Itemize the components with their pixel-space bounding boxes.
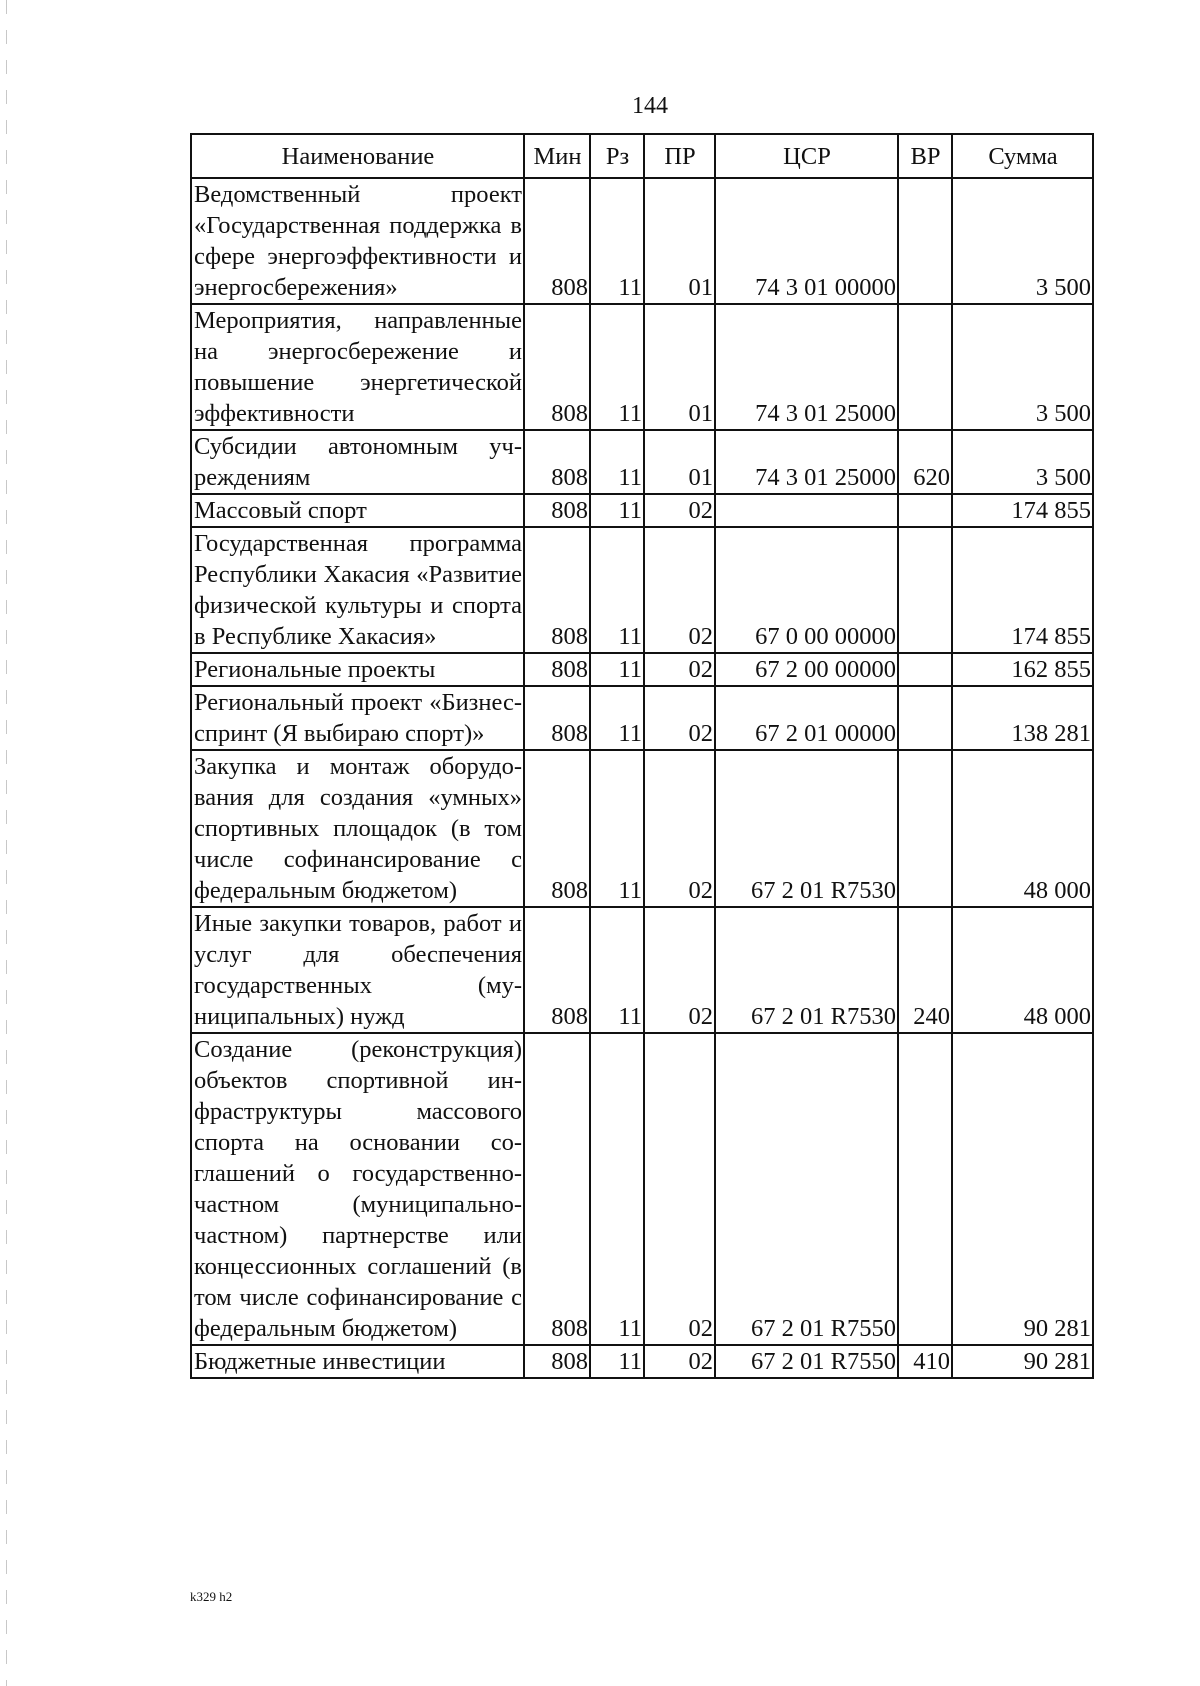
table-row [191,750,1093,907]
row-min: 808 [524,430,590,494]
row-name: Ведомственный проект «Государственная поддержка в сфере энергоэффективности и энергосбережения» [191,178,524,304]
table-header-row [191,134,1093,178]
row-csr: 74 3 01 25000 [715,304,898,430]
row-pr: 02 [644,527,715,653]
row-pr: 01 [644,430,715,494]
row-csr: 67 0 00 00000 [715,527,898,653]
row-rz: 11 [590,1033,644,1345]
row-rz: 11 [590,178,644,304]
row-name: Региональные проекты [191,653,524,686]
row-name: Региональный проект «Бизнес-спринт (Я выбираю спорт)» [191,686,524,750]
row-rz: 11 [590,494,644,527]
row-vr [898,178,952,304]
row-pr: 01 [644,178,715,304]
row-min: 808 [524,494,590,527]
row-sum: 90 281 [952,1345,1093,1378]
table-row [191,494,1093,527]
row-name: Иные закупки товаров, работ и услуг для обеспечения государственных (муниципальных) нужд [191,907,524,1033]
row-vr: 620 [898,430,952,494]
row-min: 808 [524,653,590,686]
row-vr [898,653,952,686]
row-csr: 67 2 01 00000 [715,686,898,750]
row-sum: 162 855 [952,653,1093,686]
table-row [191,1345,1093,1378]
row-csr: 67 2 00 00000 [715,653,898,686]
row-csr [715,494,898,527]
table-row [191,907,1093,1033]
header-pr: ПР [644,134,715,178]
header-csr: ЦСР [715,134,898,178]
row-min: 808 [524,907,590,1033]
header-min: Мин [524,134,590,178]
table-row [191,527,1093,653]
row-csr: 67 2 01 R7550 [715,1033,898,1345]
table-row [191,178,1093,304]
page-number: 144 [632,93,668,119]
row-name: Создание (реконструкция) объектов спортивной инфраструктуры массового спорта на основании соглашений о государственно-частном (муниципально-частном) партнерстве или концессионных соглашений (в том числе софинансирование с федеральным бюджетом) [191,1033,524,1345]
row-pr: 01 [644,304,715,430]
header-rz: Рз [590,134,644,178]
row-sum: 90 281 [952,1033,1093,1345]
row-min: 808 [524,750,590,907]
row-pr: 02 [644,494,715,527]
table-row [191,1033,1093,1345]
row-pr: 02 [644,750,715,907]
row-vr [898,686,952,750]
row-sum: 174 855 [952,527,1093,653]
row-rz: 11 [590,907,644,1033]
row-vr [898,304,952,430]
row-sum: 174 855 [952,494,1093,527]
row-name: Мероприятия, направленные на энергосбережение и повышение энергетической эффективности [191,304,524,430]
header-sum: Сумма [952,134,1093,178]
row-rz: 11 [590,686,644,750]
row-vr [898,494,952,527]
row-rz: 11 [590,304,644,430]
row-pr: 02 [644,653,715,686]
row-rz: 11 [590,653,644,686]
table-row [191,430,1093,494]
row-csr: 67 2 01 R7530 [715,907,898,1033]
row-pr: 02 [644,907,715,1033]
row-pr: 02 [644,1033,715,1345]
row-min: 808 [524,1033,590,1345]
row-vr [898,527,952,653]
row-csr: 67 2 01 R7550 [715,1345,898,1378]
row-min: 808 [524,527,590,653]
row-min: 808 [524,304,590,430]
header-vr: ВР [898,134,952,178]
row-csr: 67 2 01 R7530 [715,750,898,907]
row-vr: 240 [898,907,952,1033]
row-sum: 3 500 [952,178,1093,304]
row-pr: 02 [644,686,715,750]
table-row [191,653,1093,686]
budget-table [190,133,1094,1379]
row-name: Субсидии автономным учреждениям [191,430,524,494]
scan-edge-mark [6,0,7,1686]
row-min: 808 [524,1345,590,1378]
row-pr: 02 [644,1345,715,1378]
row-csr: 74 3 01 25000 [715,430,898,494]
row-sum: 138 281 [952,686,1093,750]
row-rz: 11 [590,750,644,907]
row-vr: 410 [898,1345,952,1378]
row-vr [898,750,952,907]
header-name: Наименование [191,134,524,178]
table-row [191,304,1093,430]
footer-code: k329 h2 [190,1589,233,1604]
row-csr: 74 3 01 00000 [715,178,898,304]
row-sum: 48 000 [952,907,1093,1033]
row-name: Государственная программа Республики Хакасия «Развитие физической культуры и спорта в Республике Хакасия» [191,527,524,653]
row-name: Бюджетные инвестиции [191,1345,524,1378]
row-name: Закупка и монтаж оборудования для создания «умных» спортивных площадок (в том числе софинансирование с федеральным бюджетом) [191,750,524,907]
row-vr [898,1033,952,1345]
row-sum: 3 500 [952,430,1093,494]
row-min: 808 [524,686,590,750]
row-rz: 11 [590,1345,644,1378]
row-min: 808 [524,178,590,304]
row-rz: 11 [590,527,644,653]
table-row [191,686,1093,750]
row-name: Массовый спорт [191,494,524,527]
row-sum: 48 000 [952,750,1093,907]
row-rz: 11 [590,430,644,494]
row-sum: 3 500 [952,304,1093,430]
